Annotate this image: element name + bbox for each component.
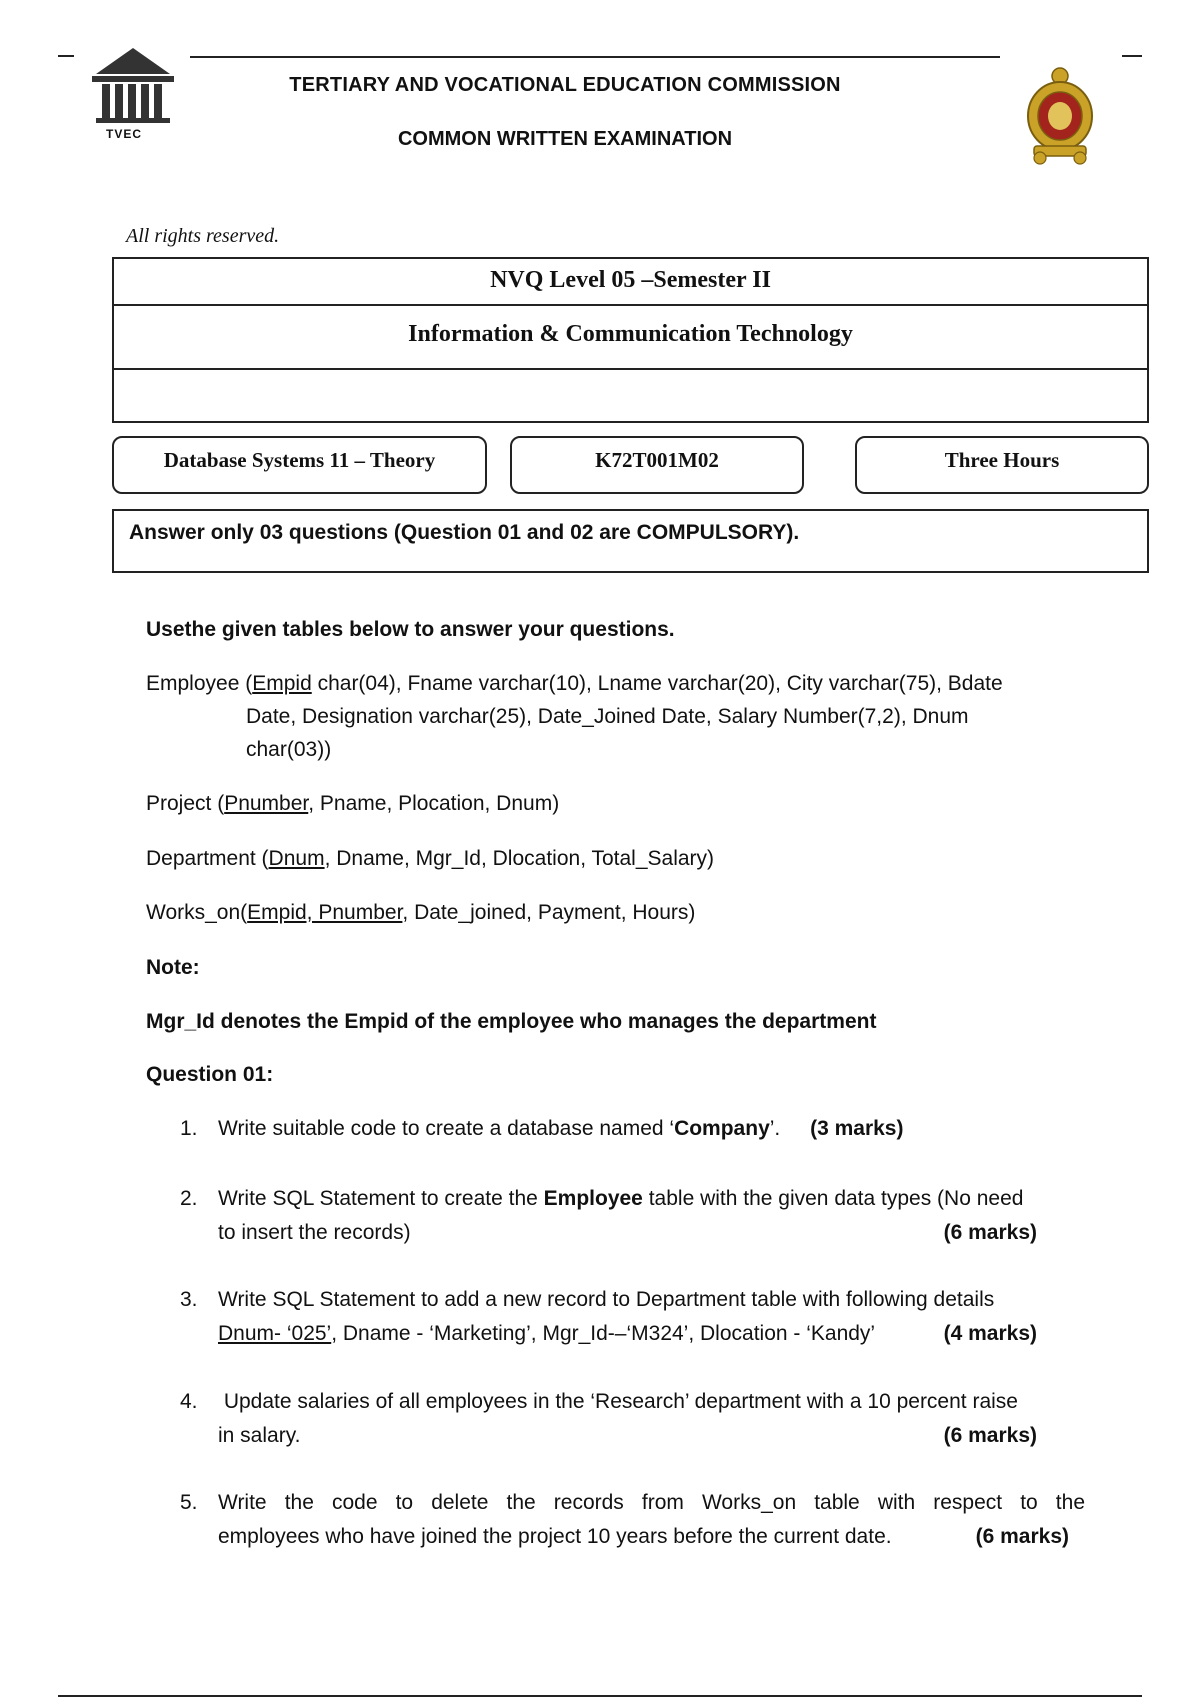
question-text: Write the code to delete the records from Works_on table with respect to the xyxy=(218,1491,1085,1514)
question-item-3 xyxy=(180,1283,1085,1351)
employee-key: Empid xyxy=(252,672,312,695)
module-name-box: Database Systems 11 – Theory xyxy=(112,436,487,494)
note-text: Mgr_Id denotes the Empid of the employee who manages the department xyxy=(146,1010,877,1033)
subject-cell: Information & Communication Technology xyxy=(114,306,1147,370)
question-text-line2: , Dname - ‘Marketing’, Mgr_Id-–‘M324’, Dlocation - ‘Kandy’ xyxy=(331,1322,876,1345)
question-text-line2: to insert the records) xyxy=(218,1221,411,1244)
question-title: Question 01: xyxy=(146,1063,274,1086)
question-number: 4. xyxy=(180,1390,198,1413)
schema-employee xyxy=(146,667,1066,766)
employee-table-name: Employee ( xyxy=(146,672,253,695)
exam-title: COMMON WRITTEN EXAMINATION xyxy=(397,128,733,150)
project-table-name: Project ( xyxy=(146,792,225,815)
question-marks: (6 marks) xyxy=(943,1424,1037,1447)
header-rule-right xyxy=(1122,55,1142,57)
org-title: TERTIARY AND VOCATIONAL EDUCATION COMMISSION xyxy=(289,74,841,96)
blank-cell xyxy=(114,370,1147,421)
question-marks: (3 marks) xyxy=(810,1117,904,1140)
question-text: Write suitable code to create a database named ‘ xyxy=(218,1117,675,1140)
project-fields: , Pname, Plocation, Dnum) xyxy=(308,792,560,815)
tvec-logo-text: TVEC xyxy=(106,127,143,141)
question-text: Update salaries of all employees in the ‘Research’ department with a 10 percent raise xyxy=(218,1390,1018,1413)
employee-fields-line2: Date, Designation varchar(25), Date_Joined Date, Salary Number(7,2), Dnum xyxy=(246,705,969,728)
header-rule-center xyxy=(190,56,1000,58)
department-fields: , Dname, Mgr_Id, Dlocation, Total_Salary) xyxy=(324,847,715,870)
module-code-box: K72T001M02 xyxy=(510,436,804,494)
question-number: 1. xyxy=(180,1117,198,1140)
question-text-line2: in salary. xyxy=(218,1424,301,1447)
question-marks: (6 marks) xyxy=(975,1525,1069,1548)
works-on-key: Empid, Pnumber xyxy=(247,901,403,924)
schema-department xyxy=(146,842,714,875)
national-emblem xyxy=(1020,66,1100,168)
schema-project xyxy=(146,787,559,820)
question-marks: (6 marks) xyxy=(943,1221,1037,1244)
header-rule-left xyxy=(58,55,74,57)
question-bold-term: Company xyxy=(674,1117,770,1140)
project-key: Pnumber xyxy=(224,792,309,815)
question-marks: (4 marks) xyxy=(943,1322,1037,1345)
question-text: Write SQL Statement to add a new record to Department table with following details xyxy=(218,1288,995,1311)
duration-box: Three Hours xyxy=(855,436,1149,494)
question-number: 3. xyxy=(180,1288,198,1311)
employee-fields: char(04), Fname varchar(10), Lname varchar(20), City varchar(75), Bdate xyxy=(311,672,1003,695)
cover-table xyxy=(112,257,1149,423)
schema-works-on xyxy=(146,896,695,929)
question-number: 2. xyxy=(180,1187,198,1210)
question-text-line2: employees who have joined the project 10 years before the current date. xyxy=(218,1525,892,1548)
footer-rule xyxy=(58,1695,1142,1697)
question-item-1 xyxy=(180,1112,1085,1146)
department-table-name: Department ( xyxy=(146,847,269,870)
department-key: Dnum xyxy=(268,847,325,870)
employee-fields-line3: char(03)) xyxy=(246,738,332,761)
question-item-5 xyxy=(180,1486,1085,1554)
intro-text: Usethe given tables below to answer your questions. xyxy=(146,618,675,641)
question-item-4 xyxy=(180,1385,1085,1453)
note-label: Note: xyxy=(146,956,200,979)
copyright-notice: All rights reserved. xyxy=(126,225,280,247)
question-text-end: table with the given data types (No need xyxy=(642,1187,1024,1210)
question-underlined-value: Dnum- ‘025’ xyxy=(218,1322,332,1345)
question-text: Write SQL Statement to create the xyxy=(218,1187,544,1210)
emblem-seal-icon xyxy=(1020,66,1100,168)
question-item-2 xyxy=(180,1182,1085,1250)
works-on-table-name: Works_on( xyxy=(146,901,248,924)
question-text-end: ’. xyxy=(769,1117,781,1140)
instruction-box: Answer only 03 questions (Question 01 and 02 are COMPULSORY). xyxy=(112,509,1149,573)
question-bold-term: Employee xyxy=(543,1187,643,1210)
question-number: 5. xyxy=(180,1491,198,1514)
level-cell: NVQ Level 05 –Semester II xyxy=(114,259,1147,306)
works-on-fields: , Date_joined, Payment, Hours) xyxy=(402,901,696,924)
